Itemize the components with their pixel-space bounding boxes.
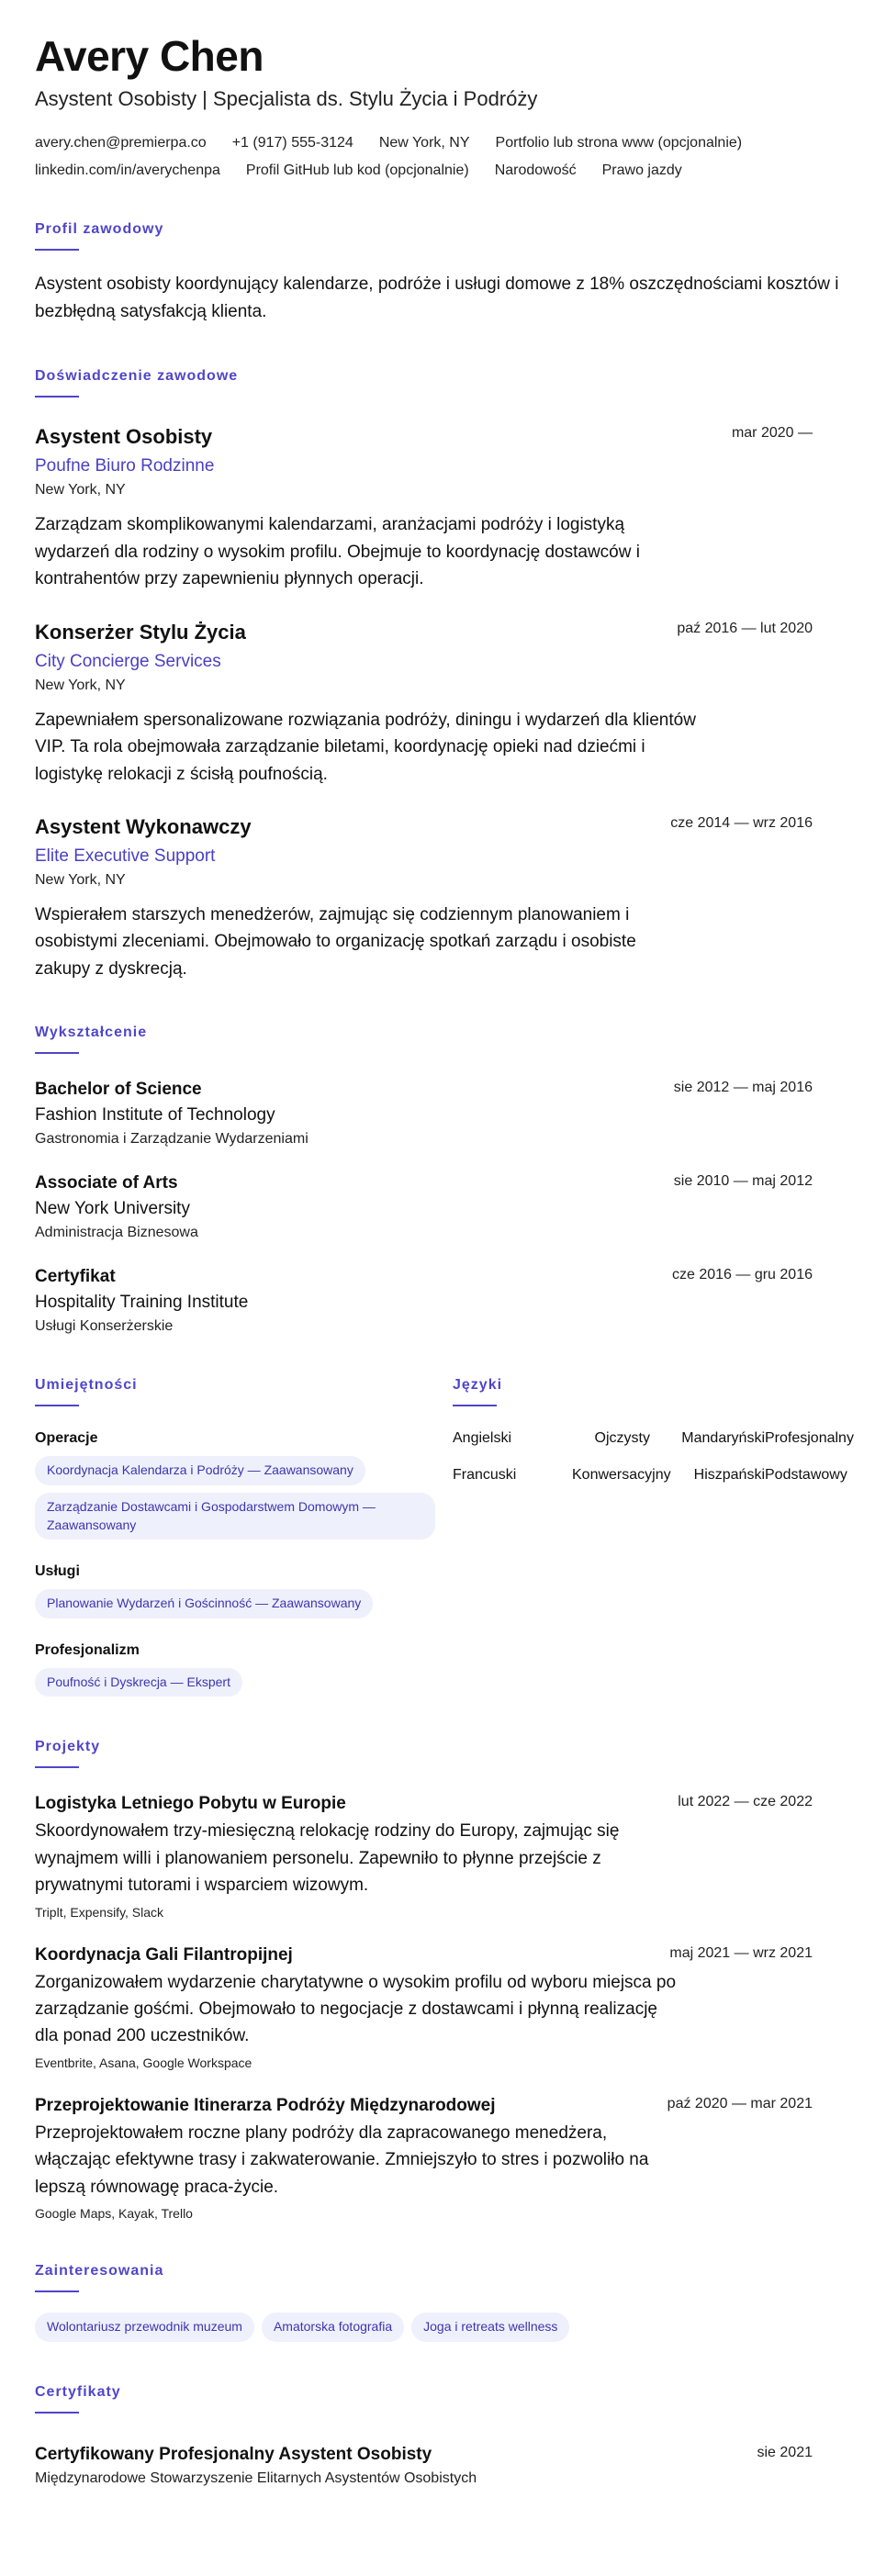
location: New York, NY <box>378 134 470 151</box>
project-title: Koordynacja Gali Filantropijnej <box>35 1944 293 1965</box>
section-title: Wykształcenie <box>35 1025 148 1041</box>
interest-tag: Amatorska fotografia <box>262 2313 404 2342</box>
education-date: sie 2010 — maj 2012 <box>673 1173 813 1190</box>
language-name: Francuski <box>453 1467 517 1484</box>
job-date: cze 2014 — wrz 2016 <box>670 815 813 831</box>
project-title: Przeprojektowanie Itinerarza Podróży Międzynarodowej <box>35 2095 496 2115</box>
project-tools: Eventbrite, Asana, Google Workspace <box>35 2055 252 2070</box>
project-item <box>35 1945 840 2070</box>
job-title: Asystent Wykonawczy <box>35 815 252 838</box>
section-divider <box>35 1052 79 1054</box>
job-date: mar 2020 — <box>731 425 813 442</box>
project-description: Przeprojektowałem roczne plany podróży dla zapracowanego menedżera, włączając efektywne trasy i zakwaterowanie. Zmniejszyło to stres i pozwoliło na lepszą równowagę praca-życie. <box>35 2122 649 2197</box>
language-list <box>453 1430 854 1484</box>
language-level: Ojczysty <box>594 1430 650 1447</box>
project-item <box>35 1794 840 1919</box>
degree: Associate of Arts <box>35 1173 178 1193</box>
summary-section <box>35 221 840 327</box>
experience-section <box>35 368 840 982</box>
employer: Elite Executive Support <box>35 846 216 866</box>
job-title: Asystent Osobisty <box>35 425 213 449</box>
email-link[interactable]: avery.chen@premierpa.co <box>35 134 207 151</box>
contact-row <box>35 162 840 179</box>
project-title: Logistyka Letniego Pobytu w Europie <box>35 1794 346 1814</box>
section-title: Projekty <box>35 1739 101 1755</box>
section-divider <box>35 2290 79 2292</box>
certificates-section <box>35 2384 840 2487</box>
skill-category <box>35 1563 453 1618</box>
section-divider <box>35 1766 79 1768</box>
skill-tags <box>35 1456 453 1540</box>
summary-text: Asystent osobisty koordynujący kalendarze, podróże i usługi domowe z 18% oszczędnościami kosztów i bezbłędną satysfakcją klienta. <box>35 274 839 321</box>
language-name: Mandaryński <box>681 1430 765 1447</box>
skill-tag: Planowanie Wydarzeń i Gościnność — Zaawansowany <box>35 1589 373 1618</box>
language-level: Konwersacyjny <box>572 1467 671 1484</box>
section-title: Zainteresowania <box>35 2263 164 2279</box>
job-location: New York, NY <box>35 677 126 693</box>
skill-category-name: Usługi <box>35 1563 80 1580</box>
education-date: cze 2016 — gru 2016 <box>672 1267 813 1283</box>
school: Hospitality Training Institute <box>35 1293 249 1313</box>
field-of-study: Administracja Biznesowa <box>35 1225 198 1241</box>
interest-tag: Joga i retreats wellness <box>411 2313 569 2342</box>
education-date: sie 2012 — maj 2016 <box>673 1080 813 1096</box>
field-of-study: Gastronomia i Zarządzanie Wydarzeniami <box>35 1131 308 1148</box>
project-tools: Triplt, Expensify, Slack <box>35 1904 164 1920</box>
job-location: New York, NY <box>35 482 126 498</box>
skill-tag: Poufność i Dyskrecja — Ekspert <box>35 1668 242 1697</box>
job-location: New York, NY <box>35 872 126 888</box>
project-description: Zorganizowałem wydarzenie charytatywne o wysokim profilu od wyboru miejsca po zarządzanie gośćmi. Obejmowało to negocjacje z dostawcami i płynną realizację dla ponad 200 uczestników. <box>35 1972 677 2046</box>
section-divider <box>35 396 79 398</box>
section-divider <box>35 2412 79 2414</box>
resume-header <box>35 33 840 179</box>
project-date: paź 2020 — mar 2021 <box>667 2095 813 2111</box>
person-name: Avery Chen <box>35 32 264 80</box>
skills-languages-row <box>35 1377 854 1697</box>
project-description: Skoordynowałem trzy-miesięczną relokację rodziny do Europy, zajmując się wynajmem willi i planowaniem personelu. Zapewniło to płynne przejście z prywatnymi tutorami i wsparciem wizowym. <box>35 1821 620 1896</box>
job-description: Wspierałem starszych menedżerów, zajmując się codziennym planowaniem i osobistymi zleceniami. Obejmowało to organizację spotkań zarządu i osobiste zakupy z dyskrecją. <box>35 905 636 979</box>
experience-item <box>35 425 840 592</box>
certificate-item <box>35 2445 840 2487</box>
project-date: lut 2022 — cze 2022 <box>678 1794 813 1810</box>
skills-section <box>35 1377 453 1697</box>
nationality: Narodowość <box>494 162 577 178</box>
education-item <box>35 1267 840 1335</box>
education-section <box>35 1025 840 1335</box>
field-of-study: Usługi Konserżerskie <box>35 1318 174 1335</box>
certificate-title: Certyfikowany Profesjonalny Asystent Osobisty <box>35 2444 432 2464</box>
section-divider <box>453 1405 497 1406</box>
interest-tags <box>35 2313 840 2342</box>
languages-section <box>453 1377 854 1697</box>
skill-tag: Zarządzanie Dostawcami i Gospodarstwem Domowym — Zaawansowany <box>35 1493 435 1540</box>
education-item <box>35 1173 840 1241</box>
degree: Certyfikat <box>35 1267 116 1287</box>
language-level: Podstawowy <box>765 1467 847 1484</box>
job-title: Konserżer Stylu Życia <box>35 620 246 644</box>
language-level: Profesjonalny <box>765 1430 854 1447</box>
skill-category-name: Profesjonalizm <box>35 1641 140 1658</box>
school: New York University <box>35 1199 190 1219</box>
employer: Poufne Biuro Rodzinne <box>35 456 215 476</box>
skill-tags <box>35 1589 453 1618</box>
github-link[interactable]: Profil GitHub lub kod (opcjonalnie) <box>245 162 469 178</box>
project-date: maj 2021 — wrz 2021 <box>669 1944 813 1961</box>
skill-category-name: Operacje <box>35 1430 98 1447</box>
certificate-issuer: Międzynarodowe Stowarzyszenie Elitarnych Asystentów Osobistych <box>35 2470 477 2486</box>
interest-tag: Wolontariusz przewodnik muzeum <box>35 2313 254 2342</box>
degree: Bachelor of Science <box>35 1080 202 1100</box>
section-divider <box>35 1405 79 1406</box>
section-title: Certyfikaty <box>35 2383 121 2400</box>
section-title: Umiejętności <box>35 1377 138 1394</box>
job-description: Zarządzam skomplikowanymi kalendarzami, aranżacjami podróży i logistyką wydarzeń dla rodziny o wysokim profilu. Obejmuje to koordynację dostawców i kontrahentów przy zapewnieniu płynnych operacji. <box>35 515 640 589</box>
linkedin-link[interactable]: linkedin.com/in/averychenpa <box>35 162 220 178</box>
skill-tag: Koordynacja Kalendarza i Podróży — Zaawansowany <box>35 1456 365 1485</box>
language-name: Hiszpański <box>693 1467 765 1484</box>
driving-license: Prawo jazdy <box>601 162 682 178</box>
certificate-date: sie 2021 <box>757 2444 813 2460</box>
job-date: paź 2016 — lut 2020 <box>677 620 813 636</box>
contact-info <box>35 135 840 179</box>
job-description: Zapewniałem spersonalizowane rozwiązania podróży, diningu i wydarzeń dla klientów VIP. Ta rola obejmowała zarządzanie biletami, koordynację opieki nad dziećmi i logistykę relokacji z ścisłą poufnością. <box>35 710 696 784</box>
section-title: Profil zawodowy <box>35 220 164 237</box>
experience-item <box>35 621 840 788</box>
employer: City Concierge Services <box>35 651 221 671</box>
section-title: Doświadczenie zawodowe <box>35 368 239 385</box>
skill-category <box>35 1430 453 1540</box>
contact-row <box>35 135 840 151</box>
language-name: Angielski <box>453 1430 512 1447</box>
skill-tags <box>35 1668 453 1697</box>
skill-category <box>35 1642 453 1697</box>
project-item <box>35 2096 840 2221</box>
school: Fashion Institute of Technology <box>35 1105 275 1126</box>
projects-section <box>35 1739 840 2221</box>
education-item <box>35 1080 840 1148</box>
phone-number[interactable]: +1 (917) 555-3124 <box>231 134 353 151</box>
section-title: Języki <box>453 1377 503 1394</box>
project-tools: Google Maps, Kayak, Trello <box>35 2206 193 2222</box>
interests-section <box>35 2263 840 2342</box>
portfolio-link[interactable]: Portfolio lub strona www (opcjonalnie) <box>495 134 743 151</box>
section-divider <box>35 249 79 251</box>
experience-item <box>35 815 840 982</box>
headline: Asystent Osobisty | Specjalista ds. Stylu Życia i Podróży <box>35 86 538 110</box>
